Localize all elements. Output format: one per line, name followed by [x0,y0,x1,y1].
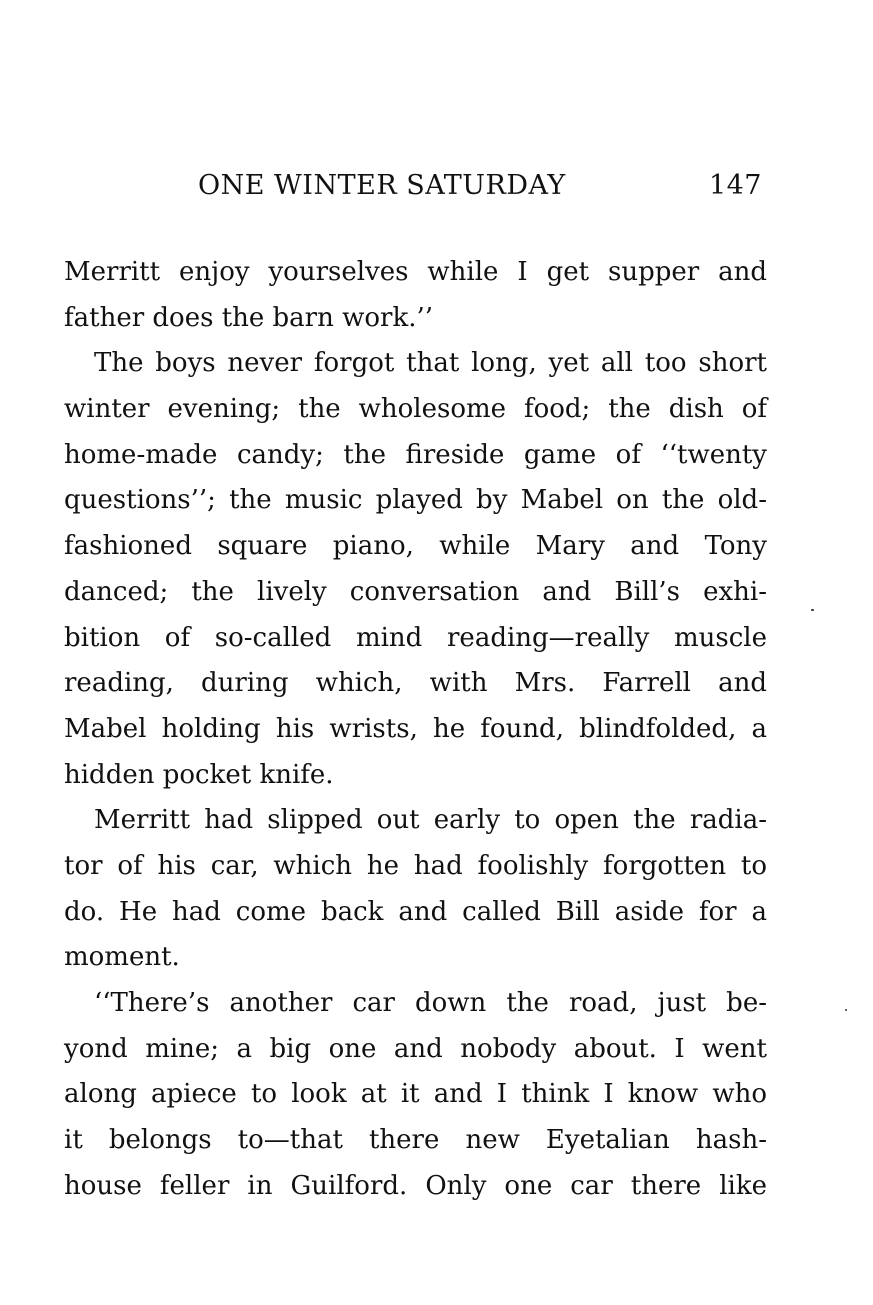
text-line: bition of so-called mind reading—really muscle [64,622,767,653]
paragraph [64,341,767,798]
text-line: Mabel holding his wrists, he found, blindfolded, a [64,713,767,744]
text-line: fashioned square piano, while Mary and Tony [64,531,767,562]
text-line: home-made candy; the fireside game of ‘‘twenty [64,439,767,470]
body-text [64,250,767,1209]
paragraph [64,250,767,341]
text-line: winter evening; the wholesome food; the dish of [64,394,767,425]
text-line: The boys never forgot that long, yet all too short [94,348,767,379]
text-line: yond mine; a big one and nobody about. I went [64,1033,767,1064]
text-line: do. He had come back and called Bill aside for a [64,896,767,927]
running-header [64,170,766,210]
text-line: danced; the lively conversation and Bill’s exhi- [64,576,767,607]
text-line: ‘‘There’s another car down the road, just be- [94,988,767,1018]
paragraph [64,981,767,1209]
print-speck [845,1009,847,1011]
page-number: 147 [708,170,762,201]
text-line: hidden pocket knife. [64,759,334,790]
text-line: reading, during which, with Mrs. Farrell and [64,668,767,699]
text-line: house feller in Guilford. Only one car there like [64,1170,767,1201]
print-speck [811,609,814,611]
text-line: questions’’; the music played by Mabel on the old- [64,485,767,516]
text-line: Merritt enjoy yourselves while I get supper and [64,257,767,287]
running-title: ONE WINTER SATURDAY [198,170,566,201]
text-line: Merritt had slipped out early to open the radia- [94,805,767,836]
paragraph [64,798,767,981]
text-line: it belongs to—that there new Eyetalian hash- [64,1125,767,1156]
text-line: father does the barn work.’’ [64,302,434,333]
text-line: moment. [64,942,180,973]
text-line: along apiece to look at it and I think I know who [64,1079,767,1110]
text-line: tor of his car, which he had foolishly forgotten to [64,850,767,881]
